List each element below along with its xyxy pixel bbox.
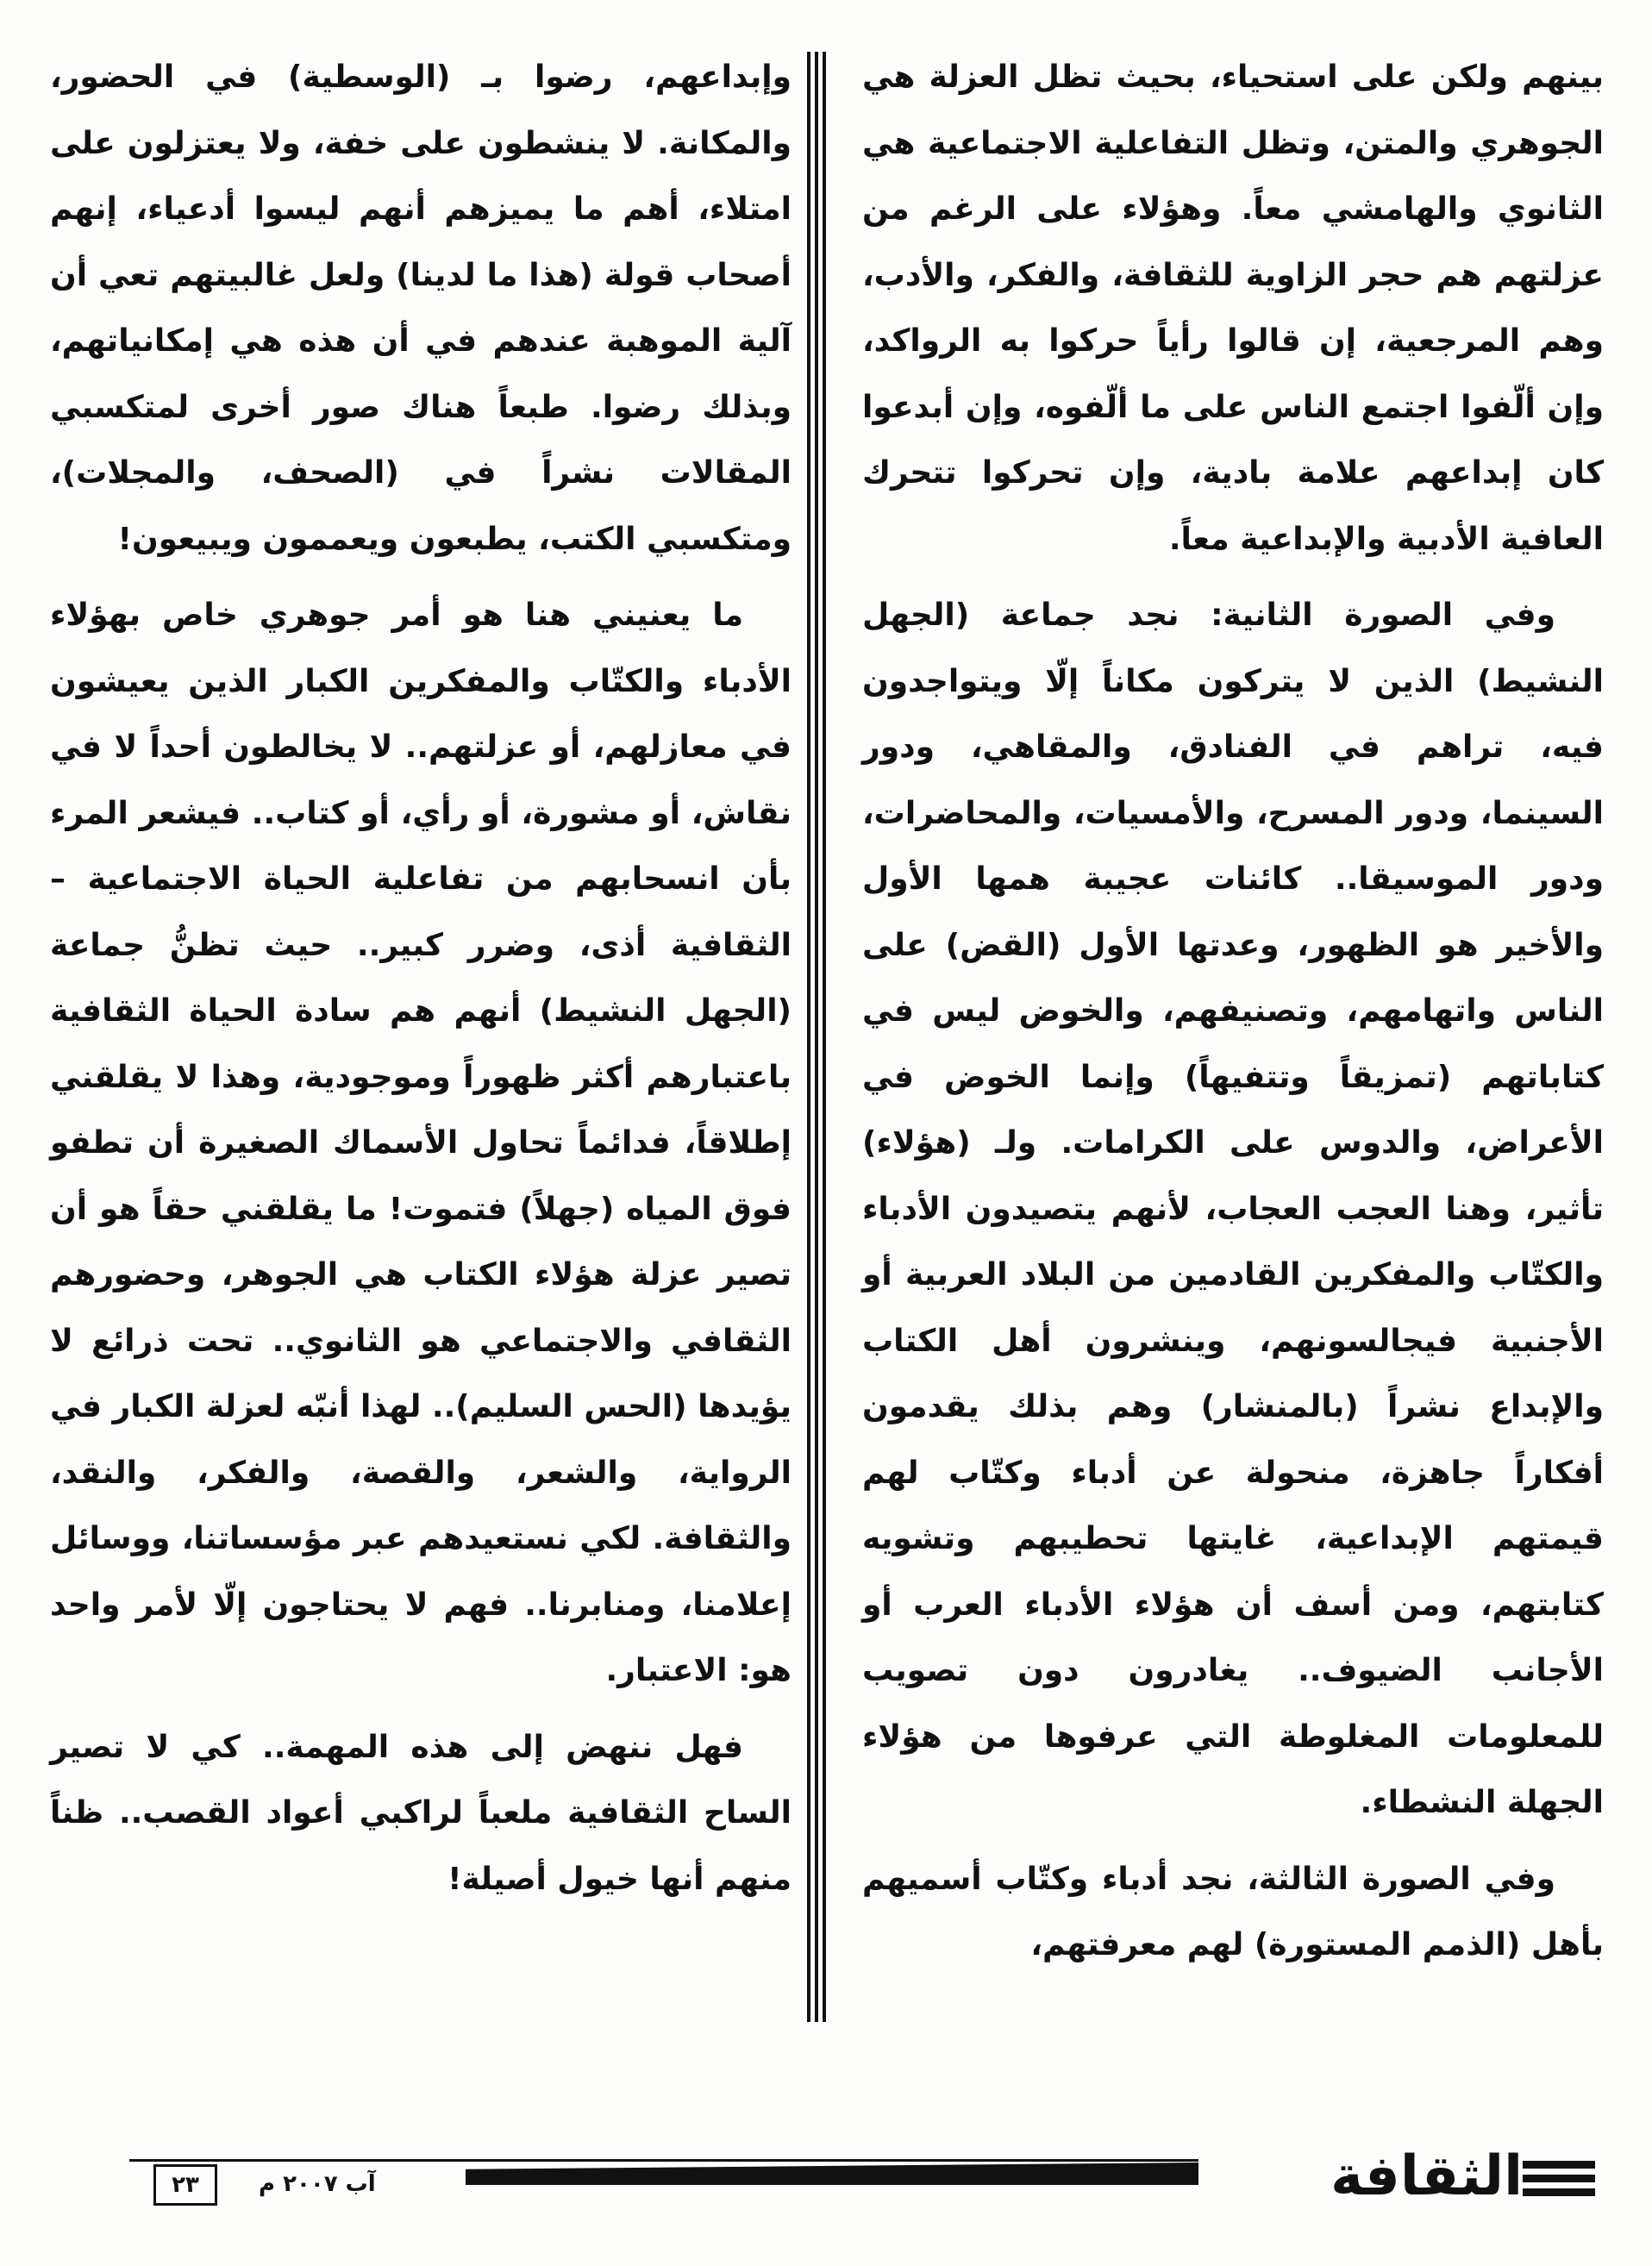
paragraph: وفي الصورة الثانية: نجد جماعة (الجهل النشيط) الذين لا يتركون مكاناً إلّا ويتواجدون فيه، تراهم في الفنادق، والمقاهي، ودور السينما، ودور المسرح، والأمسيات، والمحاضرات، ودور الموسيقا.. كائنات عجيبة همها الأول والأخير هو الظهور، وعدتها الأول (القض) على الناس واتهامهم، وتصنيفهم، والخوض ليس في كتاباتهم (تمزيقاً وتتفيهاً) وإنما الخوض في الأعراض، والدوس على الكرامات. ولـ (هؤلاء) تأثير، وهنا العجب العجاب، لأنهم يتصيدون الأدباء والكتّاب والمفكرين القادمين من البلاد العربية أو الأجنبية فيجالسونهم، وينشرون أهل الكتاب والإبداع نشراً (بالمنشار) وهم بذلك يقدمون أفكاراً جاهزة، منحولة عن أدباء وكتّاب لهم قيمتهم الإبداعية، غايتها تحطيبهم وتشويه كتابتهم، ومن أسف أن هؤلاء الأدباء العرب أو الأجانب الضيوف.. يغادرون دون تصويب للمعلومات المغلوطة التي عرفوها من هؤلاء الجهلة النشطاء. [862, 598, 1604, 1820]
issue-date: آب ٢٠٠٧ م [259, 2171, 376, 2197]
page-footer [0, 2138, 1652, 2233]
paragraph: وإبداعهم، رضوا بـ (الوسطية) في الحضور، والمكانة. لا ينشطون على خفة، ولا يعتزلون على امتلاء، أهم ما يميزهم أنهم ليسوا أدعياء، إنهم أصحاب قولة (هذا ما لدينا) ولعل غالبيتهم تعي أن آلية الموهبة عندهم في أن هذه هي إمكانياتهم، وبذلك رضوا. طبعاً هناك صور أخرى لمتكسبي المقالات نشراً في (الصحف، والمجلات)، ومتكسبي الكتب، يطبعون ويعممون ويبيعون! [50, 59, 792, 557]
paragraph: ما يعنيني هنا هو أمر جوهري خاص بهؤلاء الأدباء والكتّاب والمفكرين الكبار الذين يعيشون في معازلهم، أو عزلتهم.. لا يخالطون أحداً لا في نقاش، أو مشورة، أو رأي، أو كتاب.. فيشعر المرء بأن انسحابهم من تفاعلية الحياة الاجتماعية – الثقافية أذى، وضرر كبير.. حيث تظنُّ جماعة (الجهل النشيط) أنهم هم سادة الحياة الثقافية باعتبارهم أكثر ظهوراً وموجودية، وهذا لا يقلقني إطلاقاً، فدائماً تحاول الأسماك الصغيرة أن تطفو فوق المياه (جهلاً) فتموت! ما يقلقني حقاً هو أن تصير عزلة هؤلاء الكتاب هي الجوهر، وحضورهم الثقافي والاجتماعي هو الثانوي.. تحت ذرائع لا يؤيدها (الحس السليم).. لهذا أنبّه لعزلة الكبار في الرواية، والشعر، والقصة، والفكر، والنقد، والثقافة. لكي نستعيدهم عبر مؤسساتنا، ووسائل إعلامنا، ومنابرنا.. فهم لا يحتاجون إلّا لأمر واحد هو: الاعتبار. [50, 598, 792, 1688]
column-divider [807, 52, 826, 2022]
logo-bars-icon [1523, 2161, 1595, 2202]
paragraph: بينهم ولكن على استحياء، بحيث تظل العزلة هي الجوهري والمتن، وتظل التفاعلية الاجتماعية هي الثانوي والهامشي معاً. وهؤلاء على الرغم من عزلتهم هم حجر الزاوية للثقافة، والفكر، والأدب، وهم المرجعية، إن قالوا رأياً حركوا به الرواكد، وإن ألّفوا اجتمع الناس على ما ألّفوه، وإن أبدعوا كان إبداعهم علامة بادية، وإن تحركوا تتحرك العافية الأدبية والإبداعية معاً. [862, 59, 1604, 557]
footer-thick-rule [466, 2163, 1198, 2185]
article-column-left [50, 45, 792, 1912]
paragraph: فهل ننهض إلى هذه المهمة.. كي لا تصير الساح الثقافية ملعباً لراكبي أعواد القصب.. ظناً منهم أنها خيول أصيلة! [50, 1729, 792, 1897]
paragraph: وفي الصورة الثالثة، نجد أدباء وكتّاب أسميهم بأهل (الذمم المستورة) لهم معرفتهم، [862, 1861, 1604, 1962]
page-number: ٢٣ [153, 2164, 217, 2206]
footer-thin-rule [129, 2159, 1198, 2162]
magazine-logo: الثقافة [1330, 2144, 1523, 2208]
article-column-right [862, 45, 1604, 1979]
